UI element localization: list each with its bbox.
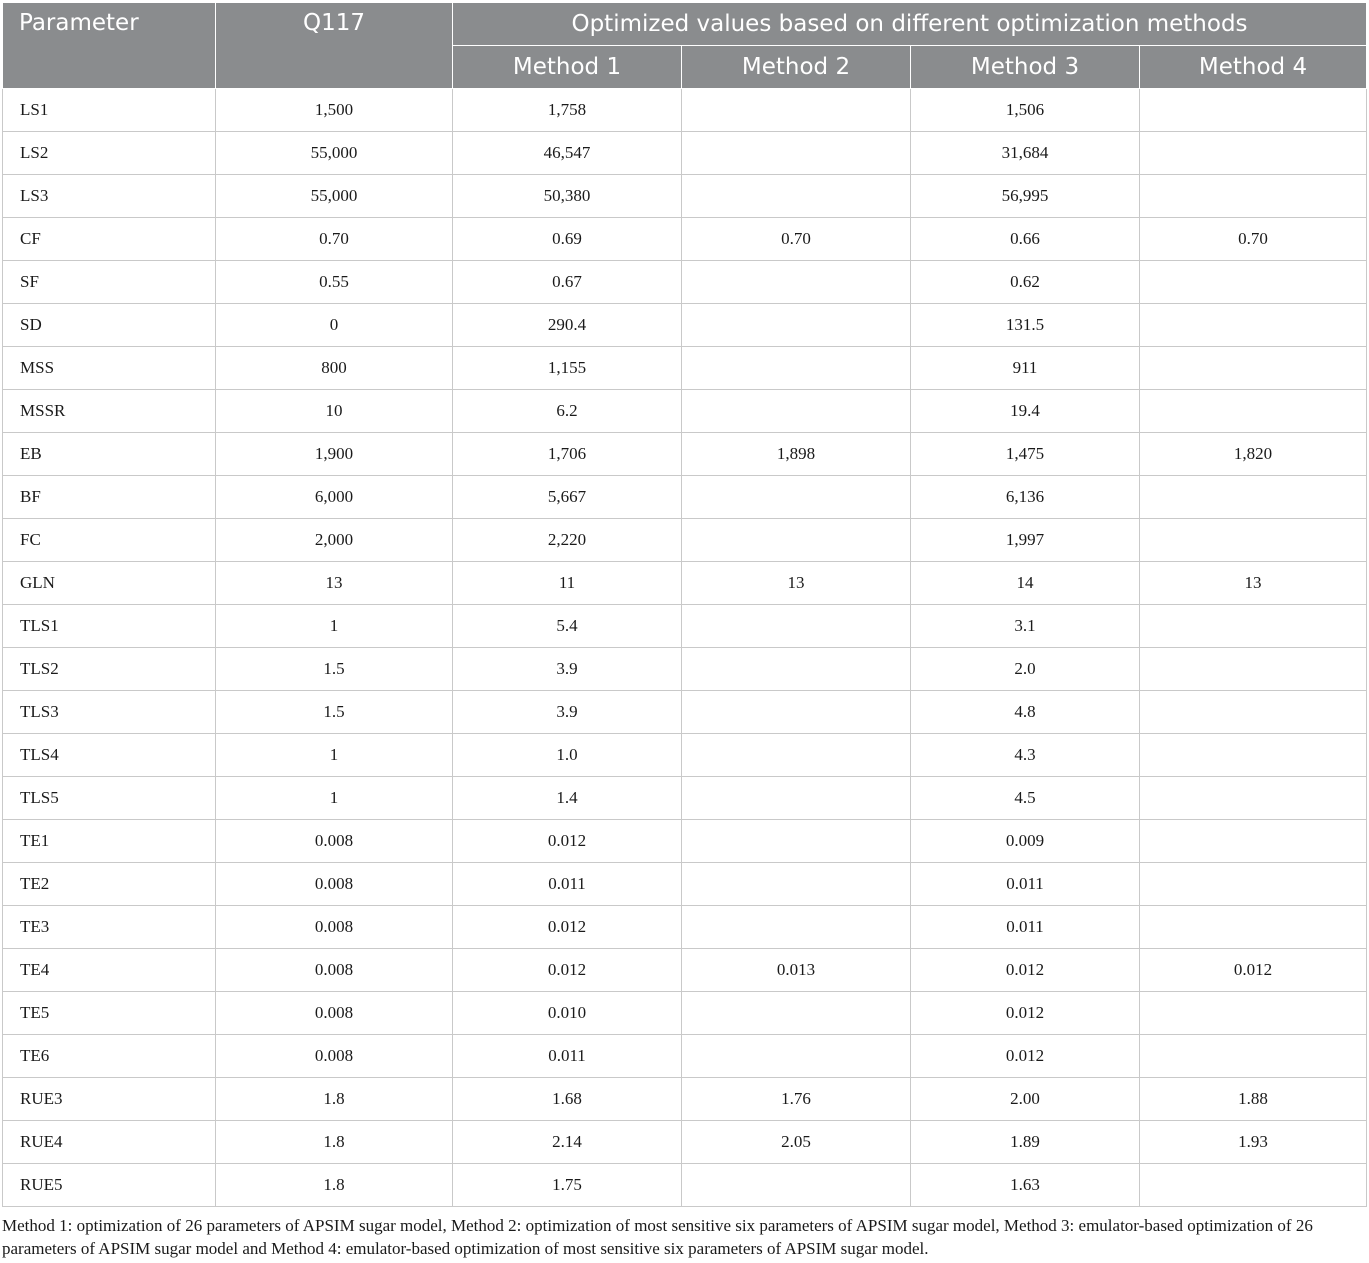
parameter-name-cell: TE2 bbox=[3, 863, 216, 906]
value-cell: 1 bbox=[216, 605, 453, 648]
table-footnote: Method 1: optimization of 26 parameters of APSIM sugar model, Method 2: optimization of most sensitive six parameters of APSIM sugar model, Method 3: emulator-based optimization of 26 parameters of APSIM sugar model and Method 4: emulator-based optimization of most sensitive six parameters of APSIM sugar model. bbox=[2, 1216, 1313, 1258]
table-row bbox=[3, 519, 1367, 562]
table-row bbox=[3, 992, 1367, 1035]
value-cell bbox=[1140, 734, 1367, 777]
value-cell: 1,475 bbox=[911, 433, 1140, 476]
parameter-name-cell: TE4 bbox=[3, 949, 216, 992]
value-cell: 0.70 bbox=[682, 218, 911, 261]
value-cell bbox=[1140, 820, 1367, 863]
value-cell: 1,506 bbox=[911, 89, 1140, 132]
value-cell bbox=[682, 648, 911, 691]
value-cell: 0.012 bbox=[911, 992, 1140, 1035]
value-cell bbox=[682, 1035, 911, 1078]
value-cell: 1 bbox=[216, 734, 453, 777]
table-body bbox=[3, 89, 1367, 1207]
header-method-3: Method 3 bbox=[911, 46, 1140, 89]
parameter-name-cell: CF bbox=[3, 218, 216, 261]
value-cell bbox=[682, 1164, 911, 1207]
value-cell: 0 bbox=[216, 304, 453, 347]
value-cell: 3.9 bbox=[453, 648, 682, 691]
table-row bbox=[3, 562, 1367, 605]
value-cell bbox=[682, 89, 911, 132]
value-cell: 1.63 bbox=[911, 1164, 1140, 1207]
value-cell bbox=[1140, 175, 1367, 218]
value-cell: 0.012 bbox=[911, 949, 1140, 992]
value-cell: 0.012 bbox=[453, 949, 682, 992]
value-cell: 0.012 bbox=[453, 820, 682, 863]
value-cell: 0.009 bbox=[911, 820, 1140, 863]
parameter-name-cell: LS3 bbox=[3, 175, 216, 218]
value-cell: 1.76 bbox=[682, 1078, 911, 1121]
value-cell: 0.011 bbox=[453, 1035, 682, 1078]
value-cell: 2.05 bbox=[682, 1121, 911, 1164]
value-cell: 290.4 bbox=[453, 304, 682, 347]
parameter-name-cell: SD bbox=[3, 304, 216, 347]
value-cell: 0.008 bbox=[216, 906, 453, 949]
value-cell: 1,706 bbox=[453, 433, 682, 476]
table-row bbox=[3, 1078, 1367, 1121]
header-group-optimized: Optimized values based on different optimization methods bbox=[453, 3, 1367, 46]
value-cell: 0.008 bbox=[216, 820, 453, 863]
parameter-name-cell: TLS2 bbox=[3, 648, 216, 691]
value-cell bbox=[1140, 519, 1367, 562]
value-cell: 0.012 bbox=[911, 1035, 1140, 1078]
parameter-name-cell: LS2 bbox=[3, 132, 216, 175]
value-cell: 50,380 bbox=[453, 175, 682, 218]
parameter-name-cell: TE5 bbox=[3, 992, 216, 1035]
value-cell: 10 bbox=[216, 390, 453, 433]
value-cell: 0.011 bbox=[453, 863, 682, 906]
value-cell bbox=[682, 175, 911, 218]
value-cell: 11 bbox=[453, 562, 682, 605]
value-cell: 1.0 bbox=[453, 734, 682, 777]
table-row bbox=[3, 89, 1367, 132]
value-cell: 0.012 bbox=[1140, 949, 1367, 992]
table-row bbox=[3, 476, 1367, 519]
value-cell bbox=[1140, 691, 1367, 734]
value-cell bbox=[682, 476, 911, 519]
value-cell: 1,758 bbox=[453, 89, 682, 132]
value-cell: 0.011 bbox=[911, 863, 1140, 906]
parameter-name-cell: MSSR bbox=[3, 390, 216, 433]
value-cell bbox=[682, 304, 911, 347]
value-cell bbox=[1140, 906, 1367, 949]
value-cell bbox=[1140, 476, 1367, 519]
parameter-name-cell: GLN bbox=[3, 562, 216, 605]
value-cell bbox=[1140, 777, 1367, 820]
value-cell bbox=[1140, 1035, 1367, 1078]
value-cell: 1.8 bbox=[216, 1164, 453, 1207]
value-cell: 13 bbox=[216, 562, 453, 605]
value-cell: 1.88 bbox=[1140, 1078, 1367, 1121]
value-cell bbox=[1140, 863, 1367, 906]
value-cell: 0.011 bbox=[911, 906, 1140, 949]
value-cell: 3.1 bbox=[911, 605, 1140, 648]
header-method-1: Method 1 bbox=[453, 46, 682, 89]
value-cell: 13 bbox=[682, 562, 911, 605]
value-cell: 6.2 bbox=[453, 390, 682, 433]
parameter-name-cell: TLS1 bbox=[3, 605, 216, 648]
value-cell: 911 bbox=[911, 347, 1140, 390]
value-cell: 0.013 bbox=[682, 949, 911, 992]
value-cell: 31,684 bbox=[911, 132, 1140, 175]
value-cell: 3.9 bbox=[453, 691, 682, 734]
value-cell: 13 bbox=[1140, 562, 1367, 605]
table-row bbox=[3, 132, 1367, 175]
value-cell: 2,220 bbox=[453, 519, 682, 562]
table-row bbox=[3, 648, 1367, 691]
table-row bbox=[3, 390, 1367, 433]
value-cell: 0.008 bbox=[216, 1035, 453, 1078]
parameter-name-cell: TLS3 bbox=[3, 691, 216, 734]
value-cell: 0.67 bbox=[453, 261, 682, 304]
value-cell bbox=[1140, 132, 1367, 175]
header-q117: Q117 bbox=[216, 3, 453, 89]
value-cell: 1.4 bbox=[453, 777, 682, 820]
value-cell: 1,500 bbox=[216, 89, 453, 132]
table-row bbox=[3, 175, 1367, 218]
value-cell bbox=[1140, 605, 1367, 648]
value-cell bbox=[682, 519, 911, 562]
value-cell bbox=[1140, 1164, 1367, 1207]
value-cell bbox=[682, 777, 911, 820]
value-cell bbox=[682, 390, 911, 433]
table-row bbox=[3, 261, 1367, 304]
table-row bbox=[3, 863, 1367, 906]
parameter-name-cell: TE1 bbox=[3, 820, 216, 863]
value-cell: 1.75 bbox=[453, 1164, 682, 1207]
value-cell bbox=[1140, 992, 1367, 1035]
value-cell: 1 bbox=[216, 777, 453, 820]
table-row bbox=[3, 820, 1367, 863]
parameter-name-cell: FC bbox=[3, 519, 216, 562]
table-row bbox=[3, 949, 1367, 992]
value-cell bbox=[1140, 304, 1367, 347]
value-cell: 0.55 bbox=[216, 261, 453, 304]
table-row bbox=[3, 1035, 1367, 1078]
value-cell: 1.5 bbox=[216, 648, 453, 691]
value-cell: 55,000 bbox=[216, 175, 453, 218]
table-header bbox=[3, 3, 1367, 89]
value-cell: 800 bbox=[216, 347, 453, 390]
value-cell: 0.012 bbox=[453, 906, 682, 949]
table-row bbox=[3, 691, 1367, 734]
value-cell: 0.70 bbox=[1140, 218, 1367, 261]
value-cell: 1.8 bbox=[216, 1078, 453, 1121]
value-cell bbox=[682, 906, 911, 949]
parameter-name-cell: EB bbox=[3, 433, 216, 476]
value-cell: 55,000 bbox=[216, 132, 453, 175]
value-cell: 1.93 bbox=[1140, 1121, 1367, 1164]
header-parameter: Parameter bbox=[3, 3, 216, 89]
value-cell: 14 bbox=[911, 562, 1140, 605]
value-cell bbox=[682, 992, 911, 1035]
value-cell: 0.008 bbox=[216, 992, 453, 1035]
value-cell: 2.14 bbox=[453, 1121, 682, 1164]
parameter-table bbox=[2, 2, 1367, 1207]
value-cell bbox=[682, 863, 911, 906]
parameter-name-cell: RUE5 bbox=[3, 1164, 216, 1207]
value-cell bbox=[682, 734, 911, 777]
table-row bbox=[3, 304, 1367, 347]
value-cell: 4.3 bbox=[911, 734, 1140, 777]
table-row bbox=[3, 605, 1367, 648]
parameter-name-cell: BF bbox=[3, 476, 216, 519]
table-row bbox=[3, 1121, 1367, 1164]
table-row bbox=[3, 347, 1367, 390]
value-cell: 1,898 bbox=[682, 433, 911, 476]
value-cell bbox=[682, 261, 911, 304]
value-cell: 5.4 bbox=[453, 605, 682, 648]
value-cell bbox=[682, 132, 911, 175]
parameter-name-cell: TLS4 bbox=[3, 734, 216, 777]
value-cell: 131.5 bbox=[911, 304, 1140, 347]
value-cell: 1.89 bbox=[911, 1121, 1140, 1164]
value-cell: 1.5 bbox=[216, 691, 453, 734]
value-cell: 0.010 bbox=[453, 992, 682, 1035]
header-row-1 bbox=[3, 3, 1367, 46]
table-row bbox=[3, 1164, 1367, 1207]
table-row bbox=[3, 218, 1367, 261]
value-cell: 2,000 bbox=[216, 519, 453, 562]
value-cell bbox=[1140, 89, 1367, 132]
value-cell: 1,820 bbox=[1140, 433, 1367, 476]
header-method-4: Method 4 bbox=[1140, 46, 1367, 89]
parameter-name-cell: RUE4 bbox=[3, 1121, 216, 1164]
value-cell: 6,000 bbox=[216, 476, 453, 519]
parameter-name-cell: LS1 bbox=[3, 89, 216, 132]
value-cell: 4.8 bbox=[911, 691, 1140, 734]
table-row bbox=[3, 734, 1367, 777]
value-cell: 1.68 bbox=[453, 1078, 682, 1121]
value-cell: 0.62 bbox=[911, 261, 1140, 304]
value-cell: 0.70 bbox=[216, 218, 453, 261]
table-row bbox=[3, 906, 1367, 949]
value-cell bbox=[682, 820, 911, 863]
value-cell: 1.8 bbox=[216, 1121, 453, 1164]
value-cell bbox=[682, 347, 911, 390]
value-cell: 2.00 bbox=[911, 1078, 1140, 1121]
value-cell bbox=[1140, 261, 1367, 304]
value-cell bbox=[1140, 390, 1367, 433]
value-cell bbox=[682, 691, 911, 734]
value-cell: 0.008 bbox=[216, 863, 453, 906]
value-cell bbox=[1140, 347, 1367, 390]
parameter-name-cell: TE3 bbox=[3, 906, 216, 949]
value-cell: 1,900 bbox=[216, 433, 453, 476]
value-cell: 1,997 bbox=[911, 519, 1140, 562]
table-row bbox=[3, 433, 1367, 476]
parameter-name-cell: TE6 bbox=[3, 1035, 216, 1078]
value-cell: 1,155 bbox=[453, 347, 682, 390]
parameter-name-cell: MSS bbox=[3, 347, 216, 390]
parameter-name-cell: TLS5 bbox=[3, 777, 216, 820]
value-cell: 4.5 bbox=[911, 777, 1140, 820]
header-method-2: Method 2 bbox=[682, 46, 911, 89]
value-cell: 6,136 bbox=[911, 476, 1140, 519]
parameter-name-cell: RUE3 bbox=[3, 1078, 216, 1121]
table-row bbox=[3, 777, 1367, 820]
value-cell: 56,995 bbox=[911, 175, 1140, 218]
parameter-table-container bbox=[2, 2, 1366, 1207]
value-cell: 0.66 bbox=[911, 218, 1140, 261]
parameter-name-cell: SF bbox=[3, 261, 216, 304]
value-cell bbox=[682, 605, 911, 648]
value-cell: 0.008 bbox=[216, 949, 453, 992]
value-cell: 46,547 bbox=[453, 132, 682, 175]
value-cell: 5,667 bbox=[453, 476, 682, 519]
value-cell: 0.69 bbox=[453, 218, 682, 261]
value-cell bbox=[1140, 648, 1367, 691]
value-cell: 2.0 bbox=[911, 648, 1140, 691]
value-cell: 19.4 bbox=[911, 390, 1140, 433]
